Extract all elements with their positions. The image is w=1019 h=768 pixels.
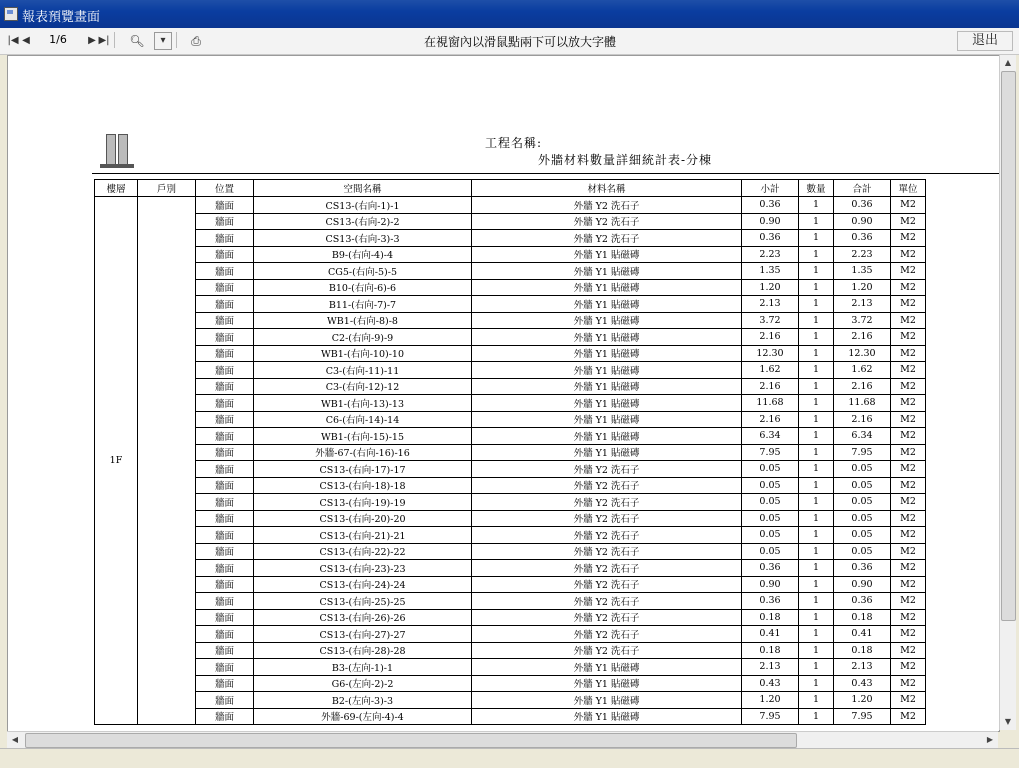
location-cell: 牆面 bbox=[196, 329, 254, 346]
quantity-cell: 1 bbox=[799, 708, 834, 725]
subtotal-cell: 11.68 bbox=[742, 395, 799, 412]
total-cell: 1.20 bbox=[834, 692, 891, 709]
table-header-row bbox=[95, 180, 926, 197]
location-cell: 牆面 bbox=[196, 312, 254, 329]
subtotal-cell: 6.34 bbox=[742, 428, 799, 445]
total-cell: 6.34 bbox=[834, 428, 891, 445]
space-name-cell: C6-(右向-14)-14 bbox=[254, 411, 472, 428]
quantity-cell: 1 bbox=[799, 263, 834, 280]
space-name-cell: CS13-(右向-18)-18 bbox=[254, 477, 472, 494]
subtotal-cell: 12.30 bbox=[742, 345, 799, 362]
subtotal-cell: 2.16 bbox=[742, 411, 799, 428]
total-cell: 0.41 bbox=[834, 626, 891, 643]
toolbar-separator bbox=[176, 32, 177, 48]
total-cell: 0.05 bbox=[834, 510, 891, 527]
household-cell bbox=[138, 197, 196, 725]
measure-unit-cell: M2 bbox=[891, 642, 926, 659]
material-cell: 外牆 Y1 貼磁磚 bbox=[472, 692, 742, 709]
measure-unit-cell: M2 bbox=[891, 609, 926, 626]
total-cell: 0.36 bbox=[834, 197, 891, 214]
table-row bbox=[95, 477, 926, 494]
material-cell: 外牆 Y2 洗石子 bbox=[472, 576, 742, 593]
col-measure-header: 單位 bbox=[891, 180, 926, 197]
scroll-down-icon[interactable]: ▼ bbox=[1004, 717, 1012, 726]
location-cell: 牆面 bbox=[196, 444, 254, 461]
space-name-cell: B3-(左向-1)-1 bbox=[254, 659, 472, 676]
space-name-cell: 外牆-69-(左向-4)-4 bbox=[254, 708, 472, 725]
location-cell: 牆面 bbox=[196, 378, 254, 395]
material-cell: 外牆 Y1 貼磁磚 bbox=[472, 411, 742, 428]
material-cell: 外牆 Y1 貼磁磚 bbox=[472, 312, 742, 329]
zoom-hint: 在視窗內以滑鼠點兩下可以放大字體 bbox=[423, 35, 616, 49]
quantity-cell: 1 bbox=[799, 477, 834, 494]
location-cell: 牆面 bbox=[196, 560, 254, 577]
material-cell: 外牆 Y2 洗石子 bbox=[472, 642, 742, 659]
space-name-cell: CS13-(右向-25)-25 bbox=[254, 593, 472, 610]
total-cell: 3.72 bbox=[834, 312, 891, 329]
table-row bbox=[95, 329, 926, 346]
total-cell: 0.90 bbox=[834, 213, 891, 230]
measure-unit-cell: M2 bbox=[891, 197, 926, 214]
table-row bbox=[95, 527, 926, 544]
horizontal-scrollbar[interactable] bbox=[7, 731, 998, 748]
quantity-cell: 1 bbox=[799, 527, 834, 544]
space-name-cell: B2-(左向-3)-3 bbox=[254, 692, 472, 709]
measure-unit-cell: M2 bbox=[891, 675, 926, 692]
table-row bbox=[95, 197, 926, 214]
table-row bbox=[95, 692, 926, 709]
location-cell: 牆面 bbox=[196, 692, 254, 709]
measure-unit-cell: M2 bbox=[891, 213, 926, 230]
measure-unit-cell: M2 bbox=[891, 428, 926, 445]
material-cell: 外牆 Y1 貼磁磚 bbox=[472, 675, 742, 692]
table-row bbox=[95, 444, 926, 461]
total-cell: 0.43 bbox=[834, 675, 891, 692]
vertical-scrollbar[interactable] bbox=[999, 55, 1016, 730]
status-bar bbox=[0, 748, 1019, 768]
building-logo-icon bbox=[100, 132, 134, 168]
window-title: 報表預覽畫面 bbox=[22, 10, 101, 25]
space-name-cell: CS13-(右向-3)-3 bbox=[254, 230, 472, 247]
table-row bbox=[95, 494, 926, 511]
material-cell: 外牆 Y1 貼磁磚 bbox=[472, 659, 742, 676]
location-cell: 牆面 bbox=[196, 675, 254, 692]
total-cell: 1.62 bbox=[834, 362, 891, 379]
subtotal-cell: 0.43 bbox=[742, 675, 799, 692]
subtotal-cell: 0.05 bbox=[742, 461, 799, 478]
table-row bbox=[95, 345, 926, 362]
subtotal-cell: 0.05 bbox=[742, 543, 799, 560]
subtotal-cell: 2.23 bbox=[742, 246, 799, 263]
table-row bbox=[95, 263, 926, 280]
quantity-cell: 1 bbox=[799, 494, 834, 511]
location-cell: 牆面 bbox=[196, 263, 254, 280]
space-name-cell: CS13-(右向-20)-20 bbox=[254, 510, 472, 527]
table-row bbox=[95, 279, 926, 296]
subtotal-cell: 2.16 bbox=[742, 329, 799, 346]
quantity-cell: 1 bbox=[799, 576, 834, 593]
material-cell: 外牆 Y1 貼磁磚 bbox=[472, 296, 742, 313]
measure-unit-cell: M2 bbox=[891, 659, 926, 676]
total-cell: 0.05 bbox=[834, 461, 891, 478]
location-cell: 牆面 bbox=[196, 477, 254, 494]
location-cell: 牆面 bbox=[196, 659, 254, 676]
material-cell: 外牆 Y1 貼磁磚 bbox=[472, 444, 742, 461]
space-name-cell: WB1-(右向-10)-10 bbox=[254, 345, 472, 362]
space-name-cell: CS13-(右向-27)-27 bbox=[254, 626, 472, 643]
location-cell: 牆面 bbox=[196, 510, 254, 527]
quantity-cell: 1 bbox=[799, 461, 834, 478]
first-page-icon[interactable]: |◀ bbox=[7, 35, 19, 46]
total-cell: 0.05 bbox=[834, 494, 891, 511]
page-indicator: 1/6 bbox=[49, 33, 67, 46]
location-cell: 牆面 bbox=[196, 527, 254, 544]
subtotal-cell: 7.95 bbox=[742, 444, 799, 461]
space-name-cell: C2-(右向-9)-9 bbox=[254, 329, 472, 346]
total-cell: 0.90 bbox=[834, 576, 891, 593]
total-cell: 0.18 bbox=[834, 609, 891, 626]
measure-unit-cell: M2 bbox=[891, 263, 926, 280]
measure-unit-cell: M2 bbox=[891, 692, 926, 709]
material-cell: 外牆 Y1 貼磁磚 bbox=[472, 279, 742, 296]
location-cell: 牆面 bbox=[196, 543, 254, 560]
material-cell: 外牆 Y2 洗石子 bbox=[472, 197, 742, 214]
space-name-cell: CS13-(右向-19)-19 bbox=[254, 494, 472, 511]
material-cell: 外牆 Y2 洗石子 bbox=[472, 494, 742, 511]
quantity-cell: 1 bbox=[799, 213, 834, 230]
material-cell: 外牆 Y1 貼磁磚 bbox=[472, 345, 742, 362]
subtotal-cell: 7.95 bbox=[742, 708, 799, 725]
zoom-dropdown-icon[interactable]: ▾ bbox=[154, 32, 172, 50]
print-icon[interactable]: ⎙ bbox=[191, 34, 201, 48]
measure-unit-cell: M2 bbox=[891, 527, 926, 544]
material-cell: 外牆 Y2 洗石子 bbox=[472, 230, 742, 247]
table-row bbox=[95, 510, 926, 527]
subtotal-cell: 0.41 bbox=[742, 626, 799, 643]
space-name-cell: CS13-(右向-21)-21 bbox=[254, 527, 472, 544]
total-cell: 2.23 bbox=[834, 246, 891, 263]
total-cell: 12.30 bbox=[834, 345, 891, 362]
zoom-icon[interactable]: 🔍︎ bbox=[129, 34, 145, 48]
table-row bbox=[95, 576, 926, 593]
table-row bbox=[95, 230, 926, 247]
total-cell: 1.35 bbox=[834, 263, 891, 280]
measure-unit-cell: M2 bbox=[891, 411, 926, 428]
measure-unit-cell: M2 bbox=[891, 477, 926, 494]
col-qty-header: 數量 bbox=[799, 180, 834, 197]
col-location-header: 位置 bbox=[196, 180, 254, 197]
col-subtotal-header: 小計 bbox=[742, 180, 799, 197]
location-cell: 牆面 bbox=[196, 593, 254, 610]
table-row bbox=[95, 296, 926, 313]
material-cell: 外牆 Y1 貼磁磚 bbox=[472, 378, 742, 395]
subtotal-cell: 0.18 bbox=[742, 609, 799, 626]
measure-unit-cell: M2 bbox=[891, 444, 926, 461]
subtotal-cell: 0.05 bbox=[742, 494, 799, 511]
report-title: 外牆材料數量詳細統計表-分棟 bbox=[538, 153, 713, 167]
table-row bbox=[95, 312, 926, 329]
next-page-icon[interactable]: ▶ bbox=[88, 35, 96, 46]
total-cell: 0.05 bbox=[834, 543, 891, 560]
quantity-cell: 1 bbox=[799, 642, 834, 659]
subtotal-cell: 1.20 bbox=[742, 692, 799, 709]
quantity-cell: 1 bbox=[799, 659, 834, 676]
space-name-cell: CS13-(右向-26)-26 bbox=[254, 609, 472, 626]
toolbar-separator bbox=[114, 32, 115, 48]
table-row bbox=[95, 213, 926, 230]
quantity-cell: 1 bbox=[799, 312, 834, 329]
material-cell: 外牆 Y2 洗石子 bbox=[472, 461, 742, 478]
project-name-label: 工程名稱: bbox=[485, 136, 543, 150]
quantity-cell: 1 bbox=[799, 329, 834, 346]
measure-unit-cell: M2 bbox=[891, 461, 926, 478]
quantity-cell: 1 bbox=[799, 444, 834, 461]
location-cell: 牆面 bbox=[196, 428, 254, 445]
location-cell: 牆面 bbox=[196, 411, 254, 428]
space-name-cell: G6-(左向-2)-2 bbox=[254, 675, 472, 692]
total-cell: 0.36 bbox=[834, 593, 891, 610]
quantity-cell: 1 bbox=[799, 395, 834, 412]
quantity-cell: 1 bbox=[799, 428, 834, 445]
table-row bbox=[95, 246, 926, 263]
table-row bbox=[95, 428, 926, 445]
material-cell: 外牆 Y1 貼磁磚 bbox=[472, 246, 742, 263]
space-name-cell: 外牆-67-(右向-16)-16 bbox=[254, 444, 472, 461]
material-cell: 外牆 Y2 洗石子 bbox=[472, 510, 742, 527]
col-total-header: 合計 bbox=[834, 180, 891, 197]
quantity-cell: 1 bbox=[799, 246, 834, 263]
measure-unit-cell: M2 bbox=[891, 510, 926, 527]
location-cell: 牆面 bbox=[196, 197, 254, 214]
table-row bbox=[95, 362, 926, 379]
quantity-cell: 1 bbox=[799, 197, 834, 214]
measure-unit-cell: M2 bbox=[891, 395, 926, 412]
horizontal-scroll-thumb[interactable] bbox=[25, 733, 797, 748]
material-cell: 外牆 Y1 貼磁磚 bbox=[472, 708, 742, 725]
measure-unit-cell: M2 bbox=[891, 230, 926, 247]
material-cell: 外牆 Y1 貼磁磚 bbox=[472, 395, 742, 412]
table-row bbox=[95, 378, 926, 395]
col-unit-header: 戶別 bbox=[138, 180, 196, 197]
table-row bbox=[95, 461, 926, 478]
table-row bbox=[95, 395, 926, 412]
subtotal-cell: 1.20 bbox=[742, 279, 799, 296]
subtotal-cell: 0.36 bbox=[742, 230, 799, 247]
space-name-cell: WB1-(右向-8)-8 bbox=[254, 312, 472, 329]
material-cell: 外牆 Y2 洗石子 bbox=[472, 560, 742, 577]
scroll-right-icon[interactable]: ▶ bbox=[986, 735, 994, 744]
table-row bbox=[95, 642, 926, 659]
subtotal-cell: 1.35 bbox=[742, 263, 799, 280]
location-cell: 牆面 bbox=[196, 213, 254, 230]
material-cell: 外牆 Y2 洗石子 bbox=[472, 543, 742, 560]
quantity-cell: 1 bbox=[799, 510, 834, 527]
quantity-cell: 1 bbox=[799, 362, 834, 379]
material-cell: 外牆 Y1 貼磁磚 bbox=[472, 329, 742, 346]
measure-unit-cell: M2 bbox=[891, 345, 926, 362]
col-material-header: 材料名稱 bbox=[472, 180, 742, 197]
subtotal-cell: 0.36 bbox=[742, 197, 799, 214]
location-cell: 牆面 bbox=[196, 626, 254, 643]
quantity-cell: 1 bbox=[799, 543, 834, 560]
quantity-cell: 1 bbox=[799, 279, 834, 296]
table-row bbox=[95, 411, 926, 428]
quantity-cell: 1 bbox=[799, 593, 834, 610]
subtotal-cell: 0.90 bbox=[742, 576, 799, 593]
total-cell: 0.36 bbox=[834, 560, 891, 577]
quantity-cell: 1 bbox=[799, 626, 834, 643]
subtotal-cell: 0.05 bbox=[742, 510, 799, 527]
measure-unit-cell: M2 bbox=[891, 708, 926, 725]
total-cell: 2.13 bbox=[834, 659, 891, 676]
location-cell: 牆面 bbox=[196, 708, 254, 725]
measure-unit-cell: M2 bbox=[891, 378, 926, 395]
quantity-cell: 1 bbox=[799, 230, 834, 247]
location-cell: 牆面 bbox=[196, 230, 254, 247]
space-name-cell: CS13-(右向-1)-1 bbox=[254, 197, 472, 214]
subtotal-cell: 0.90 bbox=[742, 213, 799, 230]
material-cell: 外牆 Y2 洗石子 bbox=[472, 213, 742, 230]
scroll-left-icon[interactable]: ◀ bbox=[11, 735, 19, 744]
quantity-cell: 1 bbox=[799, 675, 834, 692]
prev-page-icon[interactable]: ◀ bbox=[22, 35, 30, 46]
material-cell: 外牆 Y2 洗石子 bbox=[472, 527, 742, 544]
subtotal-cell: 3.72 bbox=[742, 312, 799, 329]
location-cell: 牆面 bbox=[196, 362, 254, 379]
location-cell: 牆面 bbox=[196, 279, 254, 296]
quantity-cell: 1 bbox=[799, 692, 834, 709]
table-row bbox=[95, 609, 926, 626]
report-viewport[interactable] bbox=[7, 55, 1000, 732]
space-name-cell: CS13-(右向-28)-28 bbox=[254, 642, 472, 659]
subtotal-cell: 2.13 bbox=[742, 296, 799, 313]
table-row bbox=[95, 626, 926, 643]
total-cell: 0.05 bbox=[834, 527, 891, 544]
exit-button[interactable]: 退出 bbox=[957, 31, 1013, 51]
space-name-cell: C3-(右向-11)-11 bbox=[254, 362, 472, 379]
measure-unit-cell: M2 bbox=[891, 494, 926, 511]
space-name-cell: CS13-(右向-23)-23 bbox=[254, 560, 472, 577]
table-row bbox=[95, 708, 926, 725]
space-name-cell: WB1-(右向-15)-15 bbox=[254, 428, 472, 445]
location-cell: 牆面 bbox=[196, 246, 254, 263]
col-floor-header: 樓層 bbox=[95, 180, 138, 197]
location-cell: 牆面 bbox=[196, 345, 254, 362]
location-cell: 牆面 bbox=[196, 609, 254, 626]
subtotal-cell: 0.36 bbox=[742, 560, 799, 577]
location-cell: 牆面 bbox=[196, 296, 254, 313]
subtotal-cell: 0.05 bbox=[742, 527, 799, 544]
title-bar bbox=[0, 0, 1019, 28]
measure-unit-cell: M2 bbox=[891, 312, 926, 329]
material-table bbox=[94, 179, 926, 725]
total-cell: 0.18 bbox=[834, 642, 891, 659]
preview-toolbar bbox=[0, 28, 1019, 55]
material-cell: 外牆 Y1 貼磁磚 bbox=[472, 428, 742, 445]
space-name-cell: CG5-(右向-5)-5 bbox=[254, 263, 472, 280]
subtotal-cell: 0.05 bbox=[742, 477, 799, 494]
space-name-cell: WB1-(右向-13)-13 bbox=[254, 395, 472, 412]
measure-unit-cell: M2 bbox=[891, 246, 926, 263]
quantity-cell: 1 bbox=[799, 411, 834, 428]
space-name-cell: B9-(右向-4)-4 bbox=[254, 246, 472, 263]
quantity-cell: 1 bbox=[799, 296, 834, 313]
quantity-cell: 1 bbox=[799, 345, 834, 362]
total-cell: 2.16 bbox=[834, 378, 891, 395]
measure-unit-cell: M2 bbox=[891, 626, 926, 643]
vertical-scroll-thumb[interactable] bbox=[1001, 71, 1016, 621]
measure-unit-cell: M2 bbox=[891, 362, 926, 379]
table-row bbox=[95, 659, 926, 676]
subtotal-cell: 2.13 bbox=[742, 659, 799, 676]
quantity-cell: 1 bbox=[799, 378, 834, 395]
header-rule bbox=[92, 173, 999, 174]
material-cell: 外牆 Y2 洗石子 bbox=[472, 626, 742, 643]
total-cell: 7.95 bbox=[834, 708, 891, 725]
subtotal-cell: 2.16 bbox=[742, 378, 799, 395]
measure-unit-cell: M2 bbox=[891, 296, 926, 313]
col-space-header: 空間名稱 bbox=[254, 180, 472, 197]
space-name-cell: B11-(右向-7)-7 bbox=[254, 296, 472, 313]
material-cell: 外牆 Y2 洗石子 bbox=[472, 477, 742, 494]
space-name-cell: CS13-(右向-24)-24 bbox=[254, 576, 472, 593]
total-cell: 1.20 bbox=[834, 279, 891, 296]
measure-unit-cell: M2 bbox=[891, 560, 926, 577]
material-cell: 外牆 Y2 洗石子 bbox=[472, 609, 742, 626]
subtotal-cell: 1.62 bbox=[742, 362, 799, 379]
space-name-cell: C3-(右向-12)-12 bbox=[254, 378, 472, 395]
space-name-cell: B10-(右向-6)-6 bbox=[254, 279, 472, 296]
total-cell: 2.16 bbox=[834, 411, 891, 428]
measure-unit-cell: M2 bbox=[891, 279, 926, 296]
total-cell: 7.95 bbox=[834, 444, 891, 461]
space-name-cell: CS13-(右向-2)-2 bbox=[254, 213, 472, 230]
material-cell: 外牆 Y2 洗石子 bbox=[472, 593, 742, 610]
subtotal-cell: 0.18 bbox=[742, 642, 799, 659]
total-cell: 0.05 bbox=[834, 477, 891, 494]
total-cell: 2.16 bbox=[834, 329, 891, 346]
total-cell: 2.13 bbox=[834, 296, 891, 313]
material-cell: 外牆 Y1 貼磁磚 bbox=[472, 362, 742, 379]
location-cell: 牆面 bbox=[196, 395, 254, 412]
measure-unit-cell: M2 bbox=[891, 329, 926, 346]
last-page-icon[interactable]: ▶| bbox=[98, 35, 110, 46]
space-name-cell: CS13-(右向-22)-22 bbox=[254, 543, 472, 560]
location-cell: 牆面 bbox=[196, 642, 254, 659]
space-name-cell: CS13-(右向-17)-17 bbox=[254, 461, 472, 478]
subtotal-cell: 0.36 bbox=[742, 593, 799, 610]
total-cell: 0.36 bbox=[834, 230, 891, 247]
table-row bbox=[95, 543, 926, 560]
measure-unit-cell: M2 bbox=[891, 593, 926, 610]
table-row bbox=[95, 593, 926, 610]
quantity-cell: 1 bbox=[799, 560, 834, 577]
quantity-cell: 1 bbox=[799, 609, 834, 626]
measure-unit-cell: M2 bbox=[891, 543, 926, 560]
table-row bbox=[95, 675, 926, 692]
material-cell: 外牆 Y1 貼磁磚 bbox=[472, 263, 742, 280]
location-cell: 牆面 bbox=[196, 576, 254, 593]
table-row bbox=[95, 560, 926, 577]
total-cell: 11.68 bbox=[834, 395, 891, 412]
location-cell: 牆面 bbox=[196, 494, 254, 511]
scroll-up-icon[interactable]: ▲ bbox=[1004, 58, 1012, 67]
report-window-icon bbox=[4, 7, 18, 21]
location-cell: 牆面 bbox=[196, 461, 254, 478]
measure-unit-cell: M2 bbox=[891, 576, 926, 593]
floor-cell: 1F bbox=[95, 197, 138, 725]
